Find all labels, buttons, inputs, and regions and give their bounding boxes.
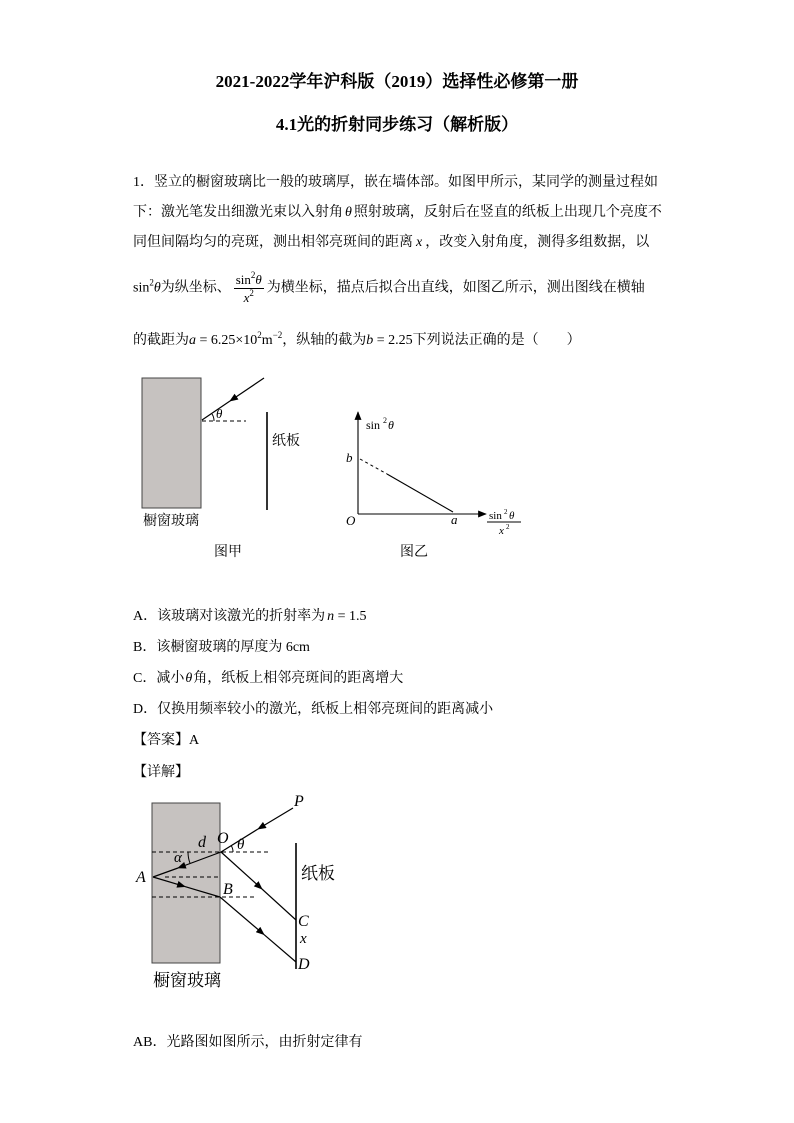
theta-angle-arc [231,846,233,852]
theta-symbol: θ [255,272,262,287]
point-B-label: B [223,881,233,898]
y-intercept-label: b [346,450,353,465]
alpha-label: α [174,850,182,866]
a-value: = 6.25×10 [196,333,258,348]
fraction-denominator [234,289,264,305]
y-axis-exponent: 2 [383,416,387,425]
x-axis-denominator: x [499,525,504,537]
option-text: 角，纸板上相邻亮斑间的距离增大 [193,671,404,686]
reflected-ray-OC [262,889,296,920]
exponent: 2 [149,277,154,288]
option-a [133,607,367,627]
stem-text: ，改变入射角度，测得多组数据，以 [425,235,650,250]
x-axis-num-exponent: 2 [504,508,508,516]
option-text: 该橱窗玻璃的厚度为 6cm [156,640,310,655]
window-glass-pane [142,378,201,508]
paper-board-label: 纸板 [272,434,300,449]
stem-text: 竖立的橱窗玻璃比一般的玻璃厚，嵌在墙体部。如图甲所示，某同学的测量过程如 [154,175,658,190]
fraction-sin2theta-over-x2 [234,272,264,305]
theta-symbol: θ [345,205,352,220]
option-label: A． [133,609,158,624]
unit: m [261,333,273,348]
fit-line-extrapolated [360,459,387,474]
detail-label: 【详解】 [133,765,189,780]
incidence-angle-arc [212,414,214,421]
stem-text: 的截距为 [133,333,189,348]
stem-text: 为纵坐标、 [160,280,231,296]
option-text: 该玻璃对该激光的折射率为 [157,609,326,624]
detail-light-path-figure [125,790,350,995]
x-intercept-label: a [451,512,458,527]
question-stem-line-2 [133,203,662,223]
stem-text: 为横坐标，描点后拟合出直线，如图乙所示，测出图线在横轴 [266,280,645,296]
answer-line [133,731,199,751]
figure-yi [346,412,521,560]
incident-laser-ray [230,378,264,401]
y-axis-theta: θ [388,418,394,432]
answer-label: 【答案】 [133,733,189,748]
answer-value: A [189,733,200,748]
document-title: 2021-2022学年沪科版（2019）选择性必修第一册 [215,72,579,91]
option-d [133,700,493,720]
stem-text: 照射玻璃，反射后在竖直的纸板上出现几个亮度不 [353,205,662,220]
x-symbol: x [243,290,250,305]
fraction-numerator [234,272,264,289]
x-axis-theta: θ [509,510,515,522]
sin-function: sin [235,272,251,287]
sin-function: sin [133,280,150,296]
stem-text: 同但间隔均匀的亮斑，测出相邻亮斑间的距离 [133,235,413,250]
question-stem-line-1 [133,173,658,193]
theta-label: θ [216,406,223,421]
thickness-d-label: d [198,834,206,851]
option-b [133,638,310,658]
point-D-label: D [298,956,310,973]
emergent-ray-BD [220,897,264,935]
stem-text: ，纵轴的截为 [282,333,367,348]
question-stem-line-5 [133,331,581,351]
incident-ray-PO [258,808,293,829]
b-symbol: b [366,333,374,348]
option-label: B． [133,640,157,655]
theta-symbol: θ [153,280,161,296]
question-stem-line-3 [133,233,649,253]
theta-label: θ [237,837,245,853]
detail-heading [133,763,189,783]
option-c [133,669,403,689]
exponent: 2 [257,330,262,340]
option-text: 减小 [156,671,185,686]
unit-exponent: −2 [272,330,283,340]
x-symbol: x [416,235,423,250]
figure-jia [142,378,300,560]
figure-yi-caption: 图乙 [400,545,428,560]
glass-label: 橱窗玻璃 [153,971,221,990]
fit-line [387,474,453,512]
question-number: 1． [133,175,154,190]
n-symbol: n [327,609,335,624]
stem-text: 下：激光笔发出细激光束以入射角 [133,205,343,220]
exponent: 2 [250,270,256,280]
point-C-label: C [298,913,309,930]
paper-board-label: 纸板 [301,864,335,883]
theta-symbol: θ [185,671,193,686]
option-text: 仅换用频率较小的激光，纸板上相邻亮斑间的距离减小 [157,702,494,717]
figure-jia-caption: 图甲 [214,545,242,560]
glass-label: 橱窗玻璃 [143,514,199,529]
x-axis-sin-label: sin [489,510,502,522]
point-O-label: O [217,830,229,847]
a-symbol: a [189,333,196,348]
option-label: D． [133,702,158,717]
x-axis-den-exponent: 2 [506,523,510,531]
point-P-label: P [294,793,304,810]
n-value: = 1.5 [334,609,367,624]
document-subtitle: 4.1光的折射同步练习（解析版） [275,115,519,134]
origin-label: O [346,513,356,528]
emergent-ray-BD [264,935,296,962]
question-stem-line-4 [133,272,645,305]
b-value: = 2.25 [373,333,413,348]
option-label: C． [133,671,157,686]
spacing-x-label: x [300,931,307,947]
question-figures [120,365,540,565]
exponent: 2 [249,288,254,298]
y-axis-sin-label: sin [366,418,381,432]
detail-text-line-1 [133,1033,362,1053]
stem-text: 下列说法正确的是（ ） [412,333,581,348]
window-glass-pane [152,803,220,963]
point-A-label: A [136,869,146,886]
detail-text: AB．光路图如图所示，由折射定律有 [133,1035,363,1050]
